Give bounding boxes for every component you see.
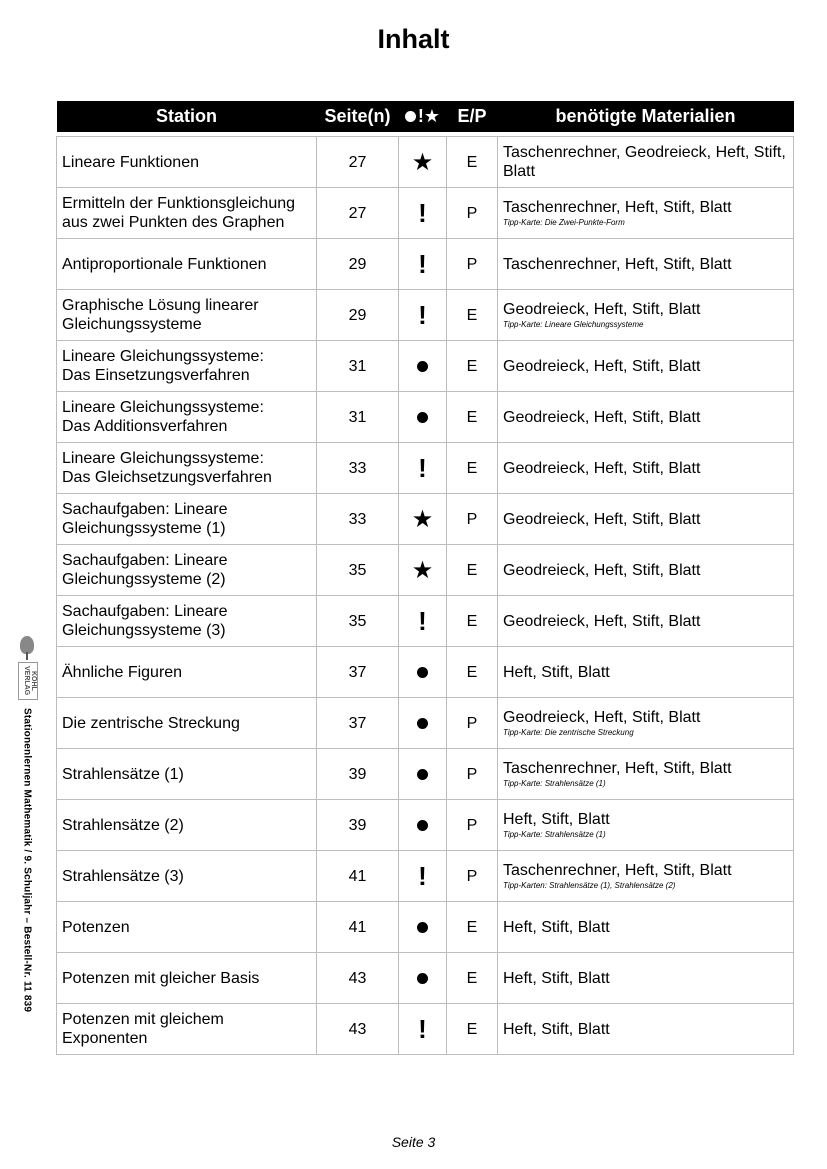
table-header-row bbox=[57, 101, 794, 132]
table-row bbox=[57, 290, 794, 341]
materials-text: Geodreieck, Heft, Stift, Blatt bbox=[503, 408, 701, 426]
page-number-cell: 37 bbox=[317, 647, 399, 698]
ep-cell: E bbox=[447, 341, 498, 392]
ep-cell: E bbox=[447, 545, 498, 596]
materials-text: Geodreieck, Heft, Stift, Blatt bbox=[503, 510, 701, 528]
contents-table bbox=[56, 101, 794, 1055]
station-name bbox=[57, 596, 317, 647]
page-number-cell: 31 bbox=[317, 341, 399, 392]
ep-cell: P bbox=[447, 749, 498, 800]
page-number-cell: 27 bbox=[317, 188, 399, 239]
star-icon: ★ bbox=[411, 147, 434, 176]
materials-text: Heft, Stift, Blatt bbox=[503, 969, 610, 987]
page-number-cell: 37 bbox=[317, 698, 399, 749]
tipp-card-note: Tipp-Karte: Strahlensätze (1) bbox=[503, 779, 606, 788]
station-line-1: Sachaufgaben: Lineare bbox=[62, 603, 228, 620]
materials-text: Heft, Stift, Blatt bbox=[503, 1020, 610, 1038]
table-row bbox=[57, 851, 794, 902]
materials-cell bbox=[498, 137, 794, 188]
page-number-cell: 33 bbox=[317, 494, 399, 545]
sidebar-publisher-info bbox=[14, 636, 40, 1012]
station-line-1: Die zentrische Streckung bbox=[62, 714, 240, 732]
materials-cell bbox=[498, 596, 794, 647]
table-row bbox=[57, 749, 794, 800]
station-line-2: Gleichungssysteme (3) bbox=[62, 622, 226, 639]
table-row bbox=[57, 902, 794, 953]
materials-text: Geodreieck, Heft, Stift, Blatt bbox=[503, 709, 701, 726]
station-name bbox=[57, 647, 317, 698]
exclamation-icon: ! bbox=[418, 605, 427, 636]
ep-cell: P bbox=[447, 698, 498, 749]
publisher-name: KOHL VERLAG bbox=[18, 662, 38, 700]
materials-cell bbox=[498, 341, 794, 392]
table-row bbox=[57, 494, 794, 545]
difficulty-symbol bbox=[399, 494, 447, 545]
header-ep: E/P bbox=[447, 101, 498, 132]
dot-icon bbox=[417, 922, 428, 933]
header-exclamation: ! bbox=[417, 106, 424, 127]
exclamation-icon: ! bbox=[418, 248, 427, 279]
tipp-card-note: Tipp-Karte: Lineare Gleichungssysteme bbox=[503, 320, 644, 329]
materials-text: Taschenrechner, Heft, Stift, Blatt bbox=[503, 862, 732, 879]
dot-icon bbox=[405, 111, 416, 122]
star-icon: ★ bbox=[411, 504, 434, 533]
materials-cell bbox=[498, 1004, 794, 1055]
tipp-card-note: Tipp-Karte: Strahlensätze (1) bbox=[503, 830, 606, 839]
dot-icon bbox=[417, 718, 428, 729]
materials-text: Geodreieck, Heft, Stift, Blatt bbox=[503, 459, 701, 477]
table-row bbox=[57, 1004, 794, 1055]
ep-cell: P bbox=[447, 239, 498, 290]
station-name bbox=[57, 188, 317, 239]
ep-cell: E bbox=[447, 392, 498, 443]
station-line-1: Graphische Lösung linearer bbox=[62, 297, 259, 314]
ep-cell: E bbox=[447, 953, 498, 1004]
dot-icon bbox=[417, 769, 428, 780]
table-row bbox=[57, 239, 794, 290]
materials-cell bbox=[498, 800, 794, 851]
station-name bbox=[57, 494, 317, 545]
station-line-2: Das Einsetzungsverfahren bbox=[62, 367, 250, 384]
difficulty-symbol bbox=[399, 239, 447, 290]
ep-cell: P bbox=[447, 800, 498, 851]
materials-text: Taschenrechner, Heft, Stift, Blatt bbox=[503, 760, 732, 777]
station-name bbox=[57, 749, 317, 800]
materials-cell bbox=[498, 188, 794, 239]
ep-cell: E bbox=[447, 443, 498, 494]
materials-cell bbox=[498, 443, 794, 494]
page-number-cell: 29 bbox=[317, 239, 399, 290]
dot-icon bbox=[417, 361, 428, 372]
dot-icon bbox=[417, 412, 428, 423]
difficulty-symbol bbox=[399, 137, 447, 188]
station-name bbox=[57, 800, 317, 851]
page-number-cell: 31 bbox=[317, 392, 399, 443]
ep-cell: E bbox=[447, 1004, 498, 1055]
ep-cell: E bbox=[447, 290, 498, 341]
exclamation-icon: ! bbox=[418, 452, 427, 483]
page-number-cell: 43 bbox=[317, 953, 399, 1004]
materials-text: Geodreieck, Heft, Stift, Blatt bbox=[503, 301, 701, 318]
station-line-2: aus zwei Punkten des Graphen bbox=[62, 214, 285, 231]
materials-cell bbox=[498, 902, 794, 953]
difficulty-symbol bbox=[399, 749, 447, 800]
ep-cell: E bbox=[447, 137, 498, 188]
materials-cell bbox=[498, 239, 794, 290]
station-name bbox=[57, 443, 317, 494]
materials-text: Heft, Stift, Blatt bbox=[503, 918, 610, 936]
station-name bbox=[57, 290, 317, 341]
station-name bbox=[57, 137, 317, 188]
table-row bbox=[57, 800, 794, 851]
page-number-cell: 33 bbox=[317, 443, 399, 494]
table-row bbox=[57, 188, 794, 239]
exclamation-icon: ! bbox=[418, 1013, 427, 1044]
materials-text: Heft, Stift, Blatt bbox=[503, 663, 610, 681]
page-number: Seite 3 bbox=[391, 1134, 436, 1150]
difficulty-symbol bbox=[399, 596, 447, 647]
materials-text: Geodreieck, Heft, Stift, Blatt bbox=[503, 561, 701, 579]
station-name bbox=[57, 392, 317, 443]
table-row bbox=[57, 647, 794, 698]
materials-cell bbox=[498, 749, 794, 800]
materials-cell bbox=[498, 545, 794, 596]
star-icon: ★ bbox=[411, 555, 434, 584]
materials-text: Heft, Stift, Blatt bbox=[503, 811, 610, 828]
page-number-cell: 39 bbox=[317, 749, 399, 800]
header-station: Station bbox=[57, 101, 317, 132]
station-line-1: Potenzen bbox=[62, 918, 130, 936]
series-info: Stationenlernen Mathematik / 9. Schuljahr – Bestell-Nr. 11 839 bbox=[21, 708, 33, 1013]
station-line-1: Strahlensätze (1) bbox=[62, 765, 184, 783]
dot-icon bbox=[417, 973, 428, 984]
station-name bbox=[57, 902, 317, 953]
difficulty-symbol bbox=[399, 341, 447, 392]
materials-text: Taschenrechner, Heft, Stift, Blatt bbox=[503, 199, 732, 216]
table-row bbox=[57, 137, 794, 188]
header-symbols bbox=[399, 101, 447, 132]
station-line-2: Gleichungssysteme (2) bbox=[62, 571, 226, 588]
page-title: Inhalt bbox=[377, 24, 450, 54]
table-row bbox=[57, 698, 794, 749]
publisher-logo bbox=[15, 636, 39, 700]
difficulty-symbol bbox=[399, 1004, 447, 1055]
station-name bbox=[57, 545, 317, 596]
difficulty-symbol bbox=[399, 647, 447, 698]
header-materials: benötigte Materialien bbox=[498, 101, 794, 132]
table-row bbox=[57, 545, 794, 596]
page-number-cell: 29 bbox=[317, 290, 399, 341]
difficulty-symbol bbox=[399, 800, 447, 851]
materials-cell bbox=[498, 953, 794, 1004]
materials-text: Taschenrechner, Heft, Stift, Blatt bbox=[503, 255, 732, 273]
difficulty-symbol bbox=[399, 443, 447, 494]
station-line-2: Gleichungssysteme (1) bbox=[62, 520, 226, 537]
station-name bbox=[57, 1004, 317, 1055]
materials-cell bbox=[498, 851, 794, 902]
dot-icon bbox=[417, 667, 428, 678]
tipp-card-note: Tipp-Karte: Die zentrische Streckung bbox=[503, 728, 634, 737]
tipp-card-note: Tipp-Karte: Die Zwei-Punkte-Form bbox=[503, 218, 625, 227]
page-number-cell: 39 bbox=[317, 800, 399, 851]
materials-text: Taschenrechner, Geodreieck, Heft, Stift, Blatt bbox=[503, 144, 786, 180]
station-name bbox=[57, 698, 317, 749]
difficulty-symbol bbox=[399, 188, 447, 239]
difficulty-symbol bbox=[399, 545, 447, 596]
ep-cell: E bbox=[447, 647, 498, 698]
station-line-1: Sachaufgaben: Lineare bbox=[62, 501, 228, 518]
station-name bbox=[57, 239, 317, 290]
station-name bbox=[57, 851, 317, 902]
ep-cell: E bbox=[447, 596, 498, 647]
station-line-2: Exponenten bbox=[62, 1030, 148, 1047]
station-line-1: Potenzen mit gleicher Basis bbox=[62, 969, 260, 987]
station-line-1: Sachaufgaben: Lineare bbox=[62, 552, 228, 569]
station-line-1: Antiproportionale Funktionen bbox=[62, 255, 267, 273]
page-number-cell: 41 bbox=[317, 851, 399, 902]
materials-text: Geodreieck, Heft, Stift, Blatt bbox=[503, 612, 701, 630]
tipp-card-note: Tipp-Karten: Strahlensätze (1), Strahlensätze (2) bbox=[503, 881, 676, 890]
difficulty-symbol bbox=[399, 698, 447, 749]
table-row bbox=[57, 341, 794, 392]
difficulty-symbol bbox=[399, 953, 447, 1004]
star-icon: ★ bbox=[423, 106, 441, 128]
ep-cell: P bbox=[447, 494, 498, 545]
station-line-1: Ähnliche Figuren bbox=[62, 663, 183, 681]
materials-cell bbox=[498, 698, 794, 749]
station-line-1: Strahlensätze (3) bbox=[62, 867, 184, 885]
materials-cell bbox=[498, 494, 794, 545]
difficulty-symbol bbox=[399, 392, 447, 443]
station-line-1: Ermitteln der Funktionsgleichung bbox=[62, 195, 296, 212]
ep-cell: E bbox=[447, 902, 498, 953]
materials-cell bbox=[498, 392, 794, 443]
difficulty-symbol bbox=[399, 290, 447, 341]
exclamation-icon: ! bbox=[418, 860, 427, 891]
page-number-cell: 41 bbox=[317, 902, 399, 953]
station-line-2: Das Gleichsetzungsverfahren bbox=[62, 469, 272, 486]
materials-text: Geodreieck, Heft, Stift, Blatt bbox=[503, 357, 701, 375]
page-number-cell: 27 bbox=[317, 137, 399, 188]
station-line-1: Strahlensätze (2) bbox=[62, 816, 184, 834]
station-line-1: Lineare Gleichungssysteme: bbox=[62, 348, 264, 365]
table-row bbox=[57, 392, 794, 443]
ep-cell: P bbox=[447, 188, 498, 239]
materials-cell bbox=[498, 647, 794, 698]
page-number-cell: 35 bbox=[317, 596, 399, 647]
exclamation-icon: ! bbox=[418, 197, 427, 228]
station-name bbox=[57, 341, 317, 392]
station-line-1: Lineare Gleichungssysteme: bbox=[62, 450, 264, 467]
difficulty-symbol bbox=[399, 851, 447, 902]
page-number-cell: 35 bbox=[317, 545, 399, 596]
station-line-1: Lineare Funktionen bbox=[62, 153, 199, 171]
station-line-2: Das Additionsverfahren bbox=[62, 418, 228, 435]
ep-cell: P bbox=[447, 851, 498, 902]
table-row bbox=[57, 443, 794, 494]
station-line-1: Lineare Gleichungssysteme: bbox=[62, 399, 264, 416]
exclamation-icon: ! bbox=[418, 299, 427, 330]
station-name bbox=[57, 953, 317, 1004]
station-line-2: Gleichungssysteme bbox=[62, 316, 202, 333]
page-number-cell: 43 bbox=[317, 1004, 399, 1055]
table-row bbox=[57, 953, 794, 1004]
difficulty-symbol bbox=[399, 902, 447, 953]
materials-cell bbox=[498, 290, 794, 341]
header-pages: Seite(n) bbox=[317, 101, 399, 132]
station-line-1: Potenzen mit gleichem bbox=[62, 1011, 224, 1028]
table-row bbox=[57, 596, 794, 647]
dot-icon bbox=[417, 820, 428, 831]
